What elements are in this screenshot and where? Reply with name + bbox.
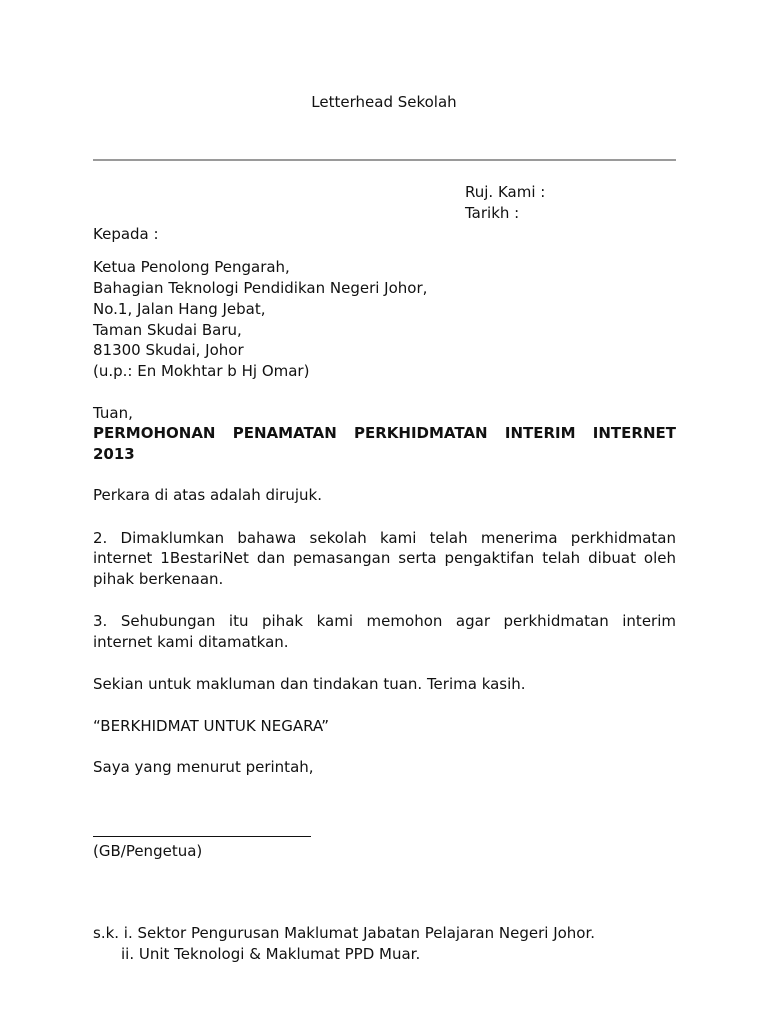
cc-line-1: s.k. i. Sektor Pengurusan Maklumat Jabatan Pelajaran Negeri Johor.	[93, 924, 596, 942]
signature-line	[93, 836, 311, 837]
paragraph-2-line: pihak berkenaan.	[93, 570, 224, 588]
letterhead: Letterhead Sekolah	[311, 93, 457, 111]
header-divider	[93, 159, 676, 161]
recipient-line: Taman Skudai Baru,	[93, 321, 242, 339]
signatory: (GB/Pengetua)	[93, 842, 203, 860]
kepada-label: Kepada :	[93, 225, 159, 243]
paragraph-2-line: 2. Dimaklumkan bahawa sekolah kami telah menerima perkhidmatan	[93, 529, 676, 547]
reference-tarikh: Tarikh :	[465, 204, 520, 222]
salutation: Tuan,	[93, 404, 133, 422]
paragraph-3-line: internet kami ditamatkan.	[93, 633, 289, 651]
recipient-line: (u.p.: En Mokhtar b Hj Omar)	[93, 362, 310, 380]
recipient-line: 81300 Skudai, Johor	[93, 341, 244, 359]
paragraph-3-line: 3. Sehubungan itu pihak kami memohon agar perkhidmatan interim	[93, 612, 676, 630]
paragraph-2-line: internet 1BestariNet dan pemasangan serta pengaktifan telah dibuat oleh	[93, 549, 676, 567]
subject-line-1: PERMOHONAN PENAMATAN PERKHIDMATAN INTERIM INTERNET	[93, 424, 676, 442]
subject-line-2: 2013	[93, 445, 135, 463]
reference-ruj: Ruj. Kami :	[465, 183, 546, 201]
paragraph-1: Perkara di atas adalah dirujuk.	[93, 486, 322, 504]
cc-line-2: ii. Unit Teknologi & Maklumat PPD Muar.	[121, 945, 421, 963]
sign-off: Saya yang menurut perintah,	[93, 758, 314, 776]
recipient-line: No.1, Jalan Hang Jebat,	[93, 300, 266, 318]
recipient-line: Bahagian Teknologi Pendidikan Negeri Johor,	[93, 279, 428, 297]
motto: “BERKHIDMAT UNTUK NEGARA”	[93, 717, 330, 735]
closing-sentence: Sekian untuk makluman dan tindakan tuan. Terima kasih.	[93, 675, 526, 693]
recipient-line: Ketua Penolong Pengarah,	[93, 258, 290, 276]
